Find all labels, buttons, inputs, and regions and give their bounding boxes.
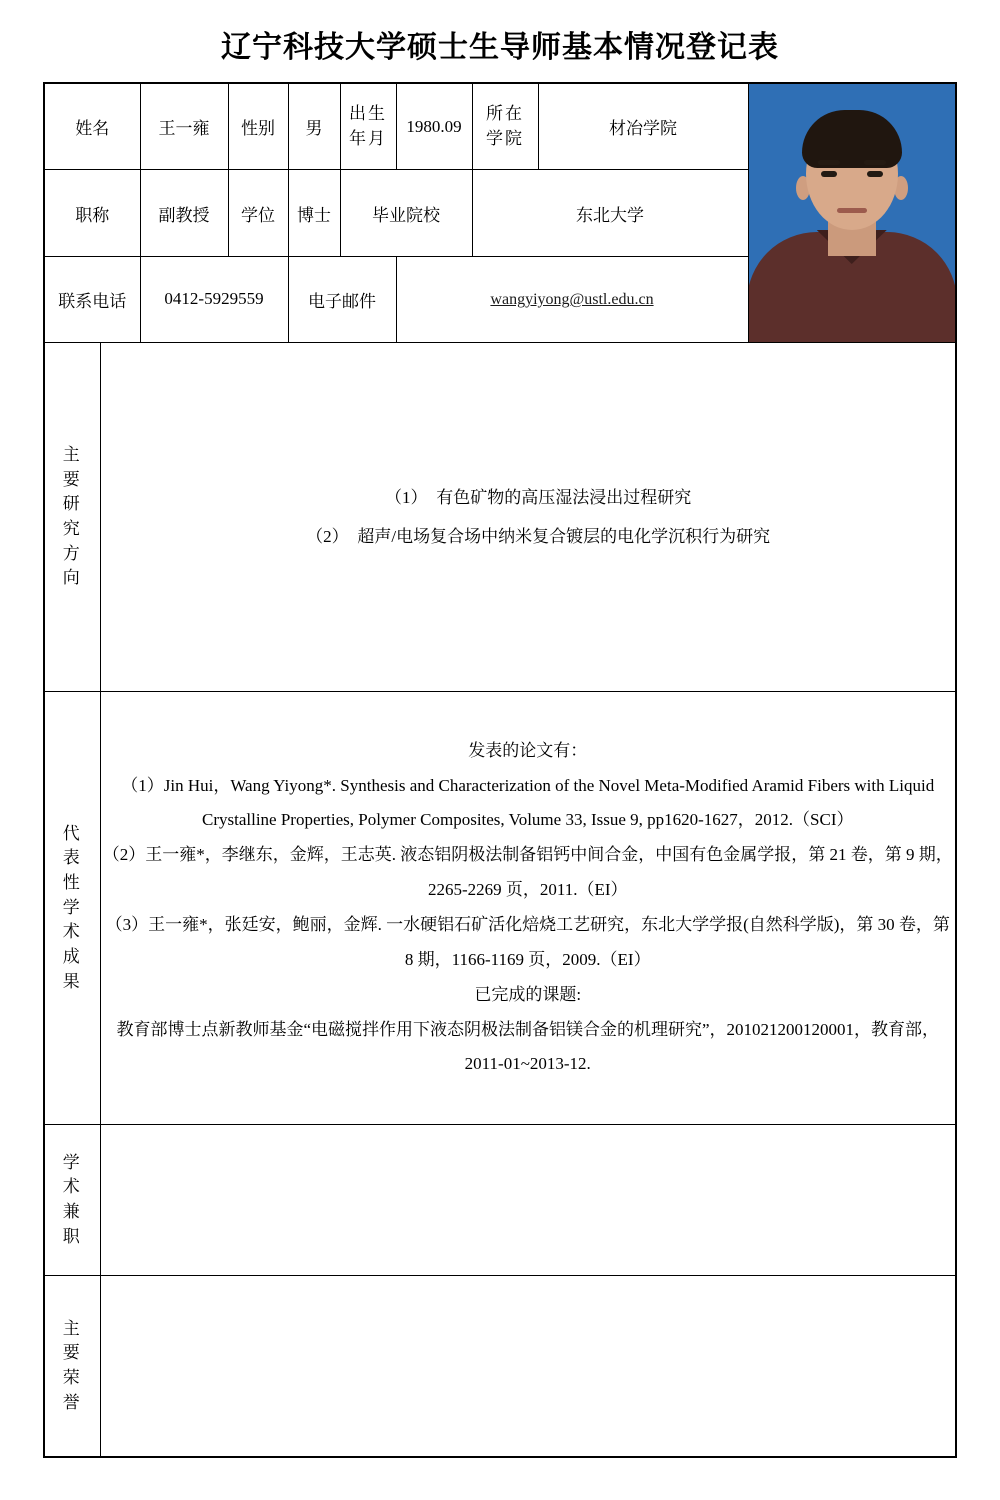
parttime-content bbox=[100, 1125, 956, 1276]
school-value: 东北大学 bbox=[472, 170, 748, 256]
achievements-label-char: 果 bbox=[62, 971, 82, 991]
avatar-brow-left bbox=[818, 160, 840, 165]
birth-label-line1: 出生 bbox=[349, 104, 387, 124]
research-item bbox=[101, 478, 956, 517]
gender-value: 男 bbox=[288, 83, 340, 170]
honors-label-char: 主 bbox=[62, 1318, 82, 1338]
college-value: 材冶学院 bbox=[538, 83, 748, 170]
email-label: 电子邮件 bbox=[288, 256, 396, 342]
achievements-label-char: 代 bbox=[62, 823, 82, 843]
birth-label bbox=[340, 83, 396, 170]
name-label: 姓名 bbox=[44, 83, 140, 170]
honors-label-char: 荣 bbox=[62, 1368, 82, 1387]
birth-label-line2: 年月 bbox=[349, 128, 387, 148]
research-content bbox=[100, 343, 956, 692]
achievements-line: （1）Jin Hui，Wang Yiyong*. Synthesis and Characterization of the Novel Meta-Modified Aramid Fibers with Liquid Crystalline Properties, Polymer Composites, Volume 33, Issue 9, pp1620-1627，2012.（SCI） bbox=[121, 775, 935, 830]
avatar-mouth bbox=[837, 208, 867, 213]
title-value: 副教授 bbox=[140, 170, 228, 256]
table-row-research bbox=[44, 343, 956, 692]
table-row-honors bbox=[44, 1276, 956, 1458]
achievements-label-char: 表 bbox=[62, 848, 82, 868]
college-label bbox=[472, 83, 538, 170]
research-item bbox=[101, 517, 956, 556]
achievements-line: 教育部博士点新教师基金“电磁搅拌作用下液态阴极法制备铝镁合金的机理研究”，201021200120001，教育部，2011-01~2013-12. bbox=[116, 1019, 940, 1074]
honors-label-char: 要 bbox=[62, 1343, 82, 1363]
research-item-text: 超声/电场复合场中纳米复合镀层的电化学沉积行为研究 bbox=[357, 527, 771, 546]
honors-label bbox=[44, 1276, 100, 1458]
table-row-basic-1 bbox=[44, 83, 956, 170]
table-row-achievements bbox=[44, 692, 956, 1125]
parttime-label-char: 职 bbox=[62, 1226, 82, 1246]
avatar-hair bbox=[802, 110, 902, 168]
honors-label-char: 誉 bbox=[62, 1392, 82, 1412]
achievements-line: （3）王一雍*，张廷安，鲍丽，金辉. 一水硬铝石矿活化焙烧工艺研究，东北大学学报(自然科学版)，第 30 卷，第 8 期，1166-1169 页，2009.（EI） bbox=[105, 915, 950, 969]
avatar-eye-left bbox=[821, 171, 837, 177]
college-label-line2: 学院 bbox=[486, 128, 524, 148]
parttime-label bbox=[44, 1125, 100, 1276]
achievements-label-char: 学 bbox=[62, 897, 82, 917]
table-row-parttime bbox=[44, 1125, 956, 1276]
achievements-label-char: 性 bbox=[62, 873, 82, 893]
honors-content bbox=[100, 1276, 956, 1458]
research-label-char: 研 bbox=[62, 494, 82, 514]
phone-value: 0412-5929559 bbox=[140, 256, 288, 342]
avatar bbox=[749, 84, 956, 342]
phone-label: 联系电话 bbox=[44, 256, 140, 342]
research-label-char: 方 bbox=[62, 543, 82, 563]
name-value: 王一雍 bbox=[140, 83, 228, 170]
parttime-label-char: 术 bbox=[62, 1177, 82, 1197]
research-label-char: 要 bbox=[62, 469, 82, 489]
achievements-line: 发表的论文有： bbox=[468, 740, 588, 760]
research-item-text: 有色矿物的高压湿法浸出过程研究 bbox=[436, 487, 692, 507]
email-value-cell bbox=[396, 256, 748, 342]
parttime-label-char: 学 bbox=[62, 1152, 82, 1172]
college-label-line1: 所在 bbox=[486, 104, 524, 124]
achievements-label bbox=[44, 692, 100, 1125]
avatar-eye-right bbox=[867, 171, 883, 177]
degree-value: 博士 bbox=[288, 170, 340, 256]
research-label-char: 究 bbox=[62, 519, 82, 538]
photo-cell bbox=[748, 83, 956, 343]
achievements-content bbox=[100, 692, 956, 1125]
research-label-char: 主 bbox=[62, 445, 82, 465]
achievements-line: 已完成的课题: bbox=[474, 984, 582, 1004]
research-label-char: 向 bbox=[62, 568, 82, 588]
research-item-number: （1） bbox=[385, 487, 428, 507]
degree-label: 学位 bbox=[228, 170, 288, 256]
parttime-label-char: 兼 bbox=[62, 1202, 82, 1221]
title-label: 职称 bbox=[44, 170, 140, 256]
birth-value: 1980.09 bbox=[396, 83, 472, 170]
avatar-brow-right bbox=[864, 160, 886, 165]
achievements-label-char: 成 bbox=[62, 946, 82, 966]
achievements-line: （2）王一雍*，李继东，金辉，王志英. 液态铝阴极法制备铝钙中间合金，中国有色金属学报，第 21 卷，第 9 期，2265-2269 页，2011.（EI） bbox=[102, 845, 953, 900]
achievements-label-char: 术 bbox=[62, 922, 82, 942]
email-link[interactable]: wangyiyong@ustl.edu.cn bbox=[490, 291, 654, 309]
research-item-number: （2） bbox=[306, 527, 349, 546]
registration-form-table bbox=[43, 82, 957, 1458]
page-title: 辽宁科技大学硕士生导师基本情况登记表 bbox=[221, 31, 779, 64]
gender-label: 性别 bbox=[228, 83, 288, 170]
research-label bbox=[44, 343, 100, 692]
school-label: 毕业院校 bbox=[340, 170, 472, 256]
